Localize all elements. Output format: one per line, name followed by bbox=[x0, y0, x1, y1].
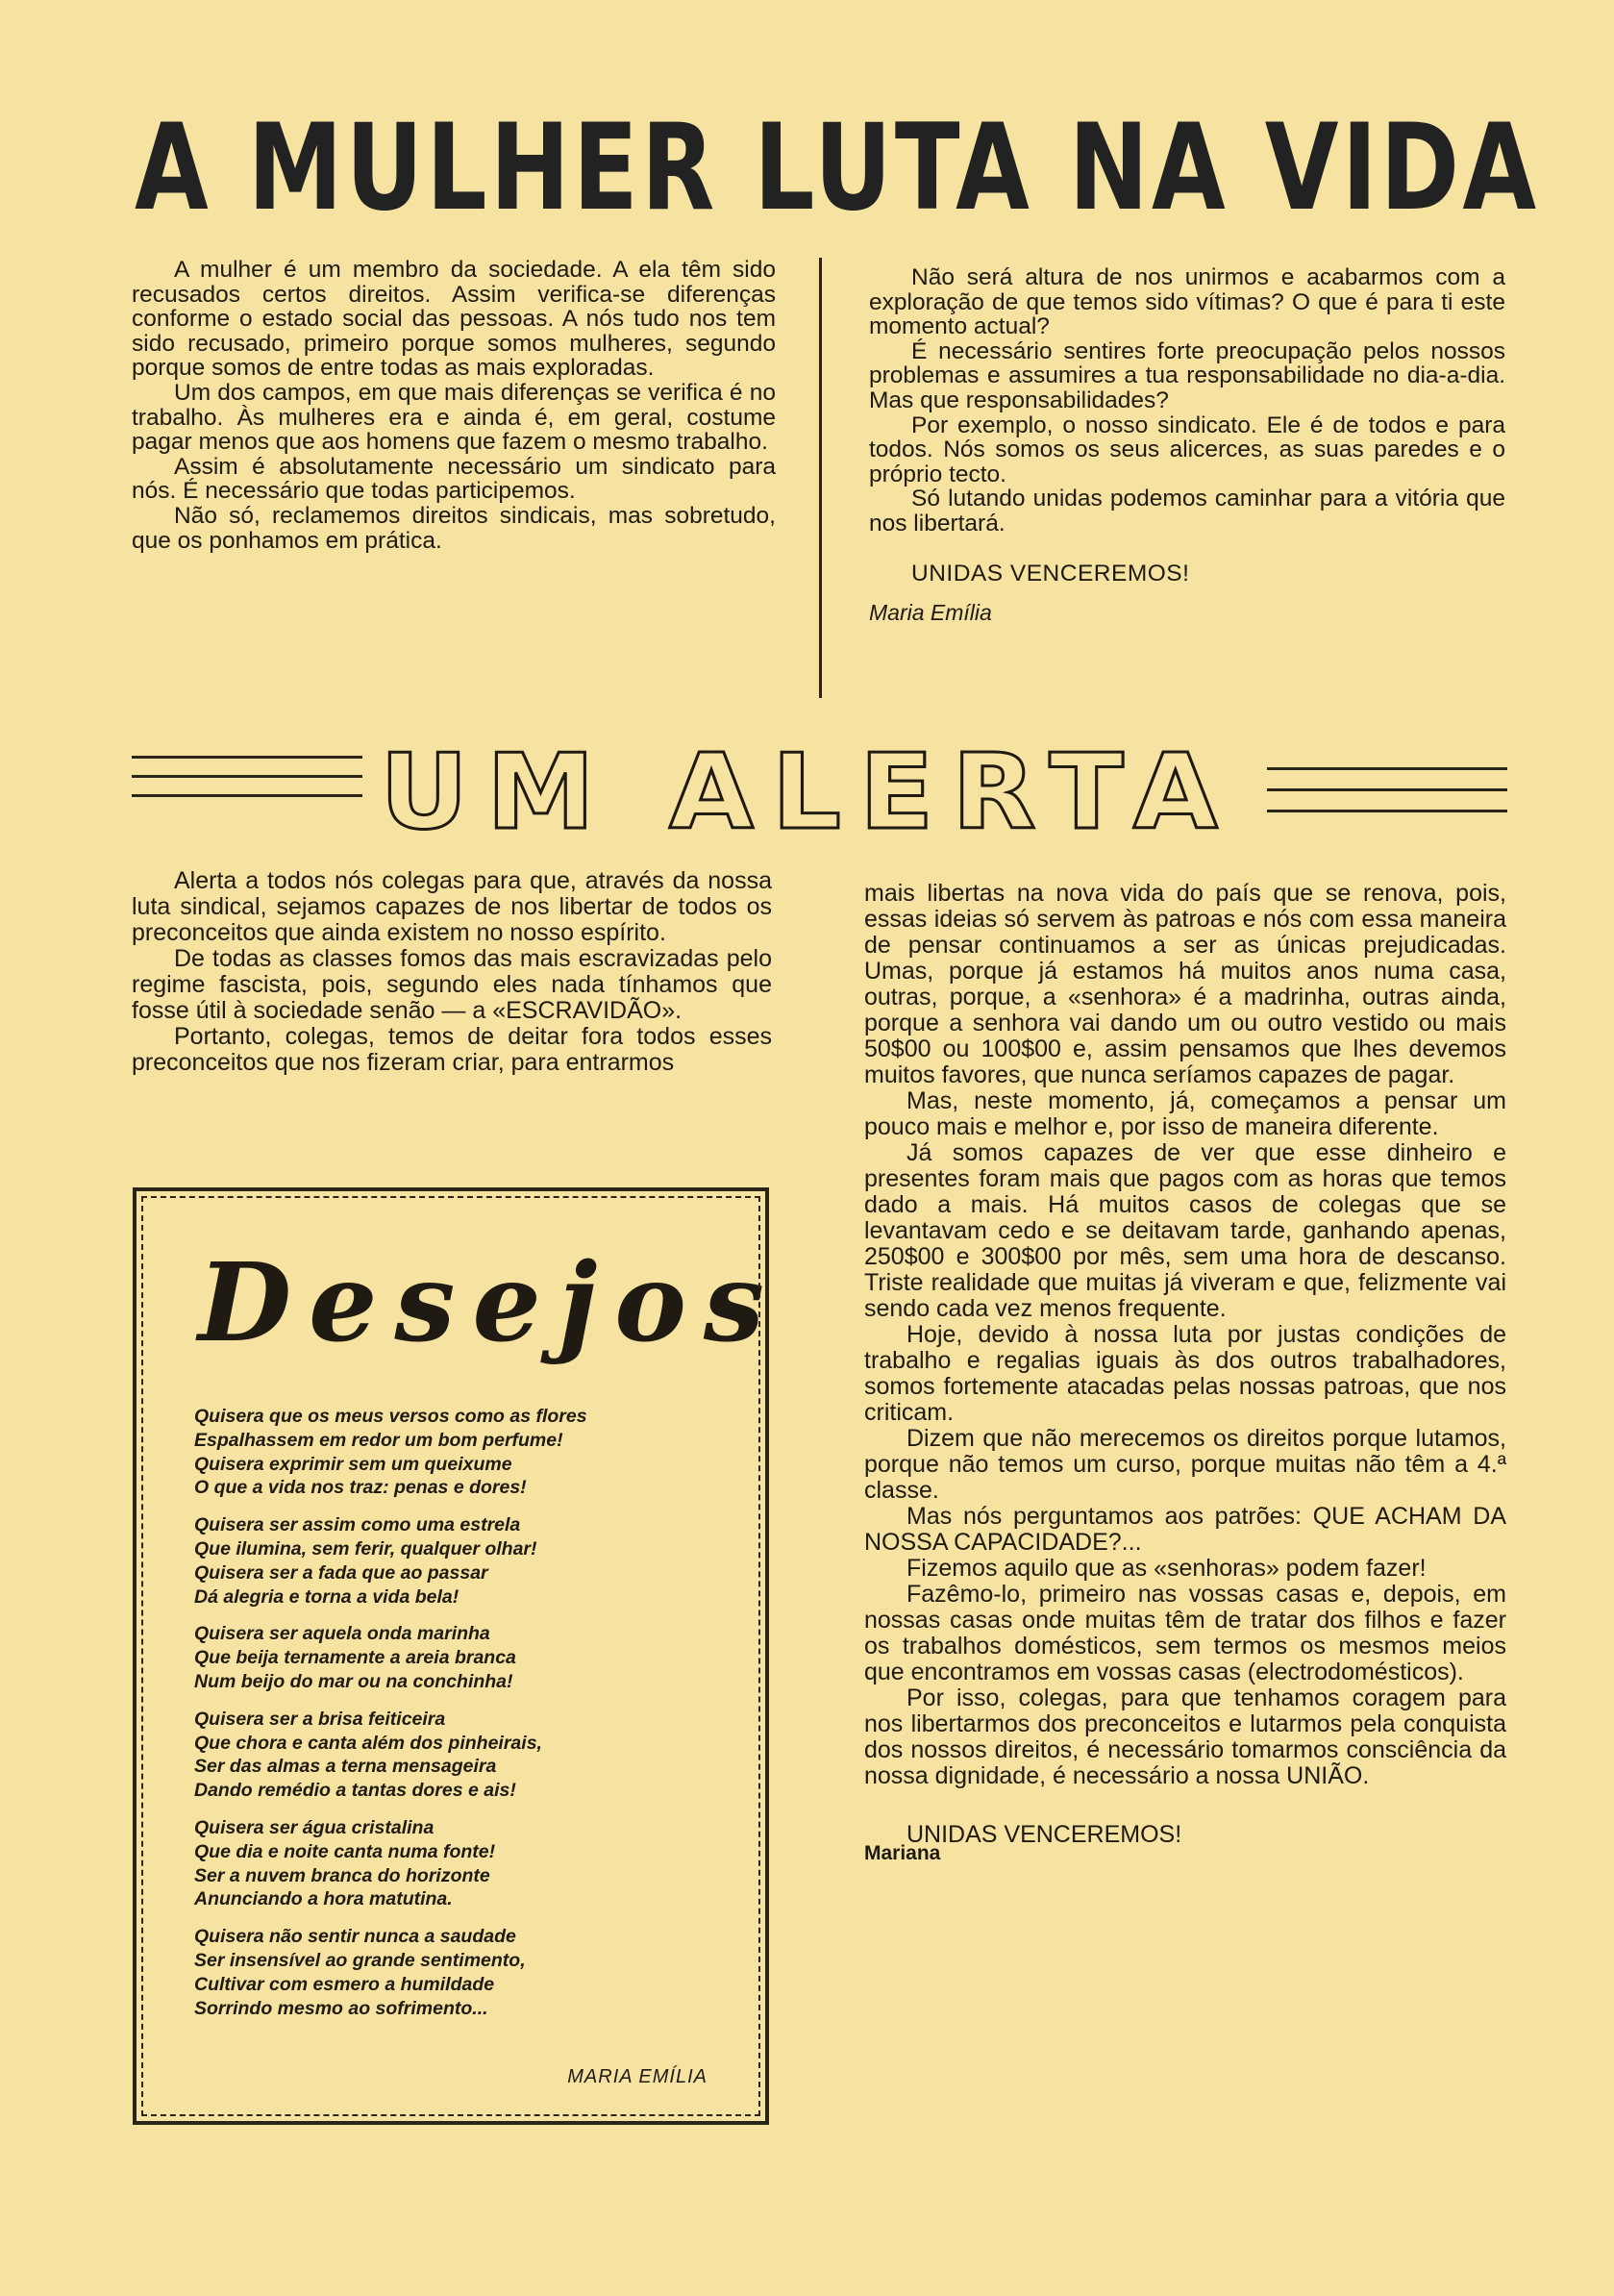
alert-paragraph: Mas nós perguntamos aos patrões: QUE ACHAM DA NOSSA CAPACIDADE?... bbox=[864, 1503, 1506, 1556]
alert-paragraph: Fazêmo-lo, primeiro nas vossas casas e, depois, em nossas casas onde muitas têm de tratar dos filhos e fazer os trabalhos domésticos, sem termos os mesmos meios que encontramos em vossas casas (electrodomésticos). bbox=[864, 1581, 1506, 1685]
poem-stanza bbox=[194, 1513, 733, 1609]
poem-verse: Que chora e canta além dos pinheirais, bbox=[194, 1732, 542, 1754]
alert-right-column bbox=[864, 881, 1506, 1866]
poem-verse: Quisera ser a fada que ao passar bbox=[194, 1561, 488, 1584]
title-rule bbox=[132, 794, 362, 797]
poem-verse: Dando remédio a tantas dores e ais! bbox=[194, 1780, 516, 1802]
title-rule bbox=[1267, 788, 1507, 791]
poem-box bbox=[133, 1187, 782, 2125]
title-rule bbox=[1267, 810, 1507, 812]
poem-verse: Ser a nuvem branca do horizonte bbox=[194, 1864, 490, 1886]
article-paragraph: Não só, reclamemos direitos sindicais, mas sobretudo, que os ponhamos em prática. bbox=[132, 502, 776, 554]
poem-verse: Espalhassem em redor um bom perfume! bbox=[194, 1429, 563, 1451]
poem-stanza bbox=[194, 1925, 733, 2020]
article-paragraph: É necessário sentires forte preocupação pelos nossos problemas e assumires a tua responsabilidade no dia-a-dia. Mas que responsabilidades? bbox=[869, 337, 1505, 413]
poem-verse: Anunciando a hora matutina. bbox=[194, 1888, 453, 1910]
article-signature: Maria Emília bbox=[869, 600, 992, 626]
article-paragraph: A mulher é um membro da sociedade. A ela têm sido recusados certos direitos. Assim verifica-se diferenças conforme o estado social das pessoas. A nós tudo nos tem sido recusado, primeiro porque somos mulheres, segundo porque somos de entre todas as mais exploradas. bbox=[132, 257, 776, 382]
alert-paragraph: Já somos capazes de ver que esse dinheiro e presentes foram mais que pagos com as horas que temos dado a mais. Há muitos casos de colegas que se levantavam cedo e se deitavam tarde, ganhando apenas, 250$00 e 300$00 por mês, sem uma hora de descanso. Triste realidade que muitas já viveram e que, felizmente vai sendo cada vez menos frequente. bbox=[864, 1139, 1506, 1322]
poem-verse: Que beija ternamente a areia branca bbox=[194, 1647, 516, 1669]
poem-verse: Sorrindo mesmo ao sofrimento... bbox=[194, 1997, 488, 2019]
alert-paragraph: Mas, neste momento, já, começamos a pensar um pouco mais e melhor e, por isso de maneira diferente. bbox=[864, 1087, 1506, 1140]
article-slogan: UNIDAS VENCEREMOS! bbox=[911, 560, 1190, 586]
poem-verse: Que ilumina, sem ferir, qualquer olhar! bbox=[194, 1537, 537, 1560]
alert-paragraph: De todas as classes fomos das mais escravizadas pelo regime fascista, pois, segundo eles nada tínhamos que fosse útil à sociedade senão — a «ESCRAVIDÃO». bbox=[132, 945, 772, 1024]
poem-verse: Ser insensível ao grande sentimento, bbox=[194, 1949, 526, 1971]
poem-stanza bbox=[194, 1622, 733, 1693]
alert-paragraph: Alerta a todos nós colegas para que, através da nossa luta sindical, sejamos capazes de nos libertar de todos os preconceitos que ainda existem no nosso espírito. bbox=[132, 867, 772, 946]
poem-verse: Quisera exprimir sem um queixume bbox=[194, 1453, 512, 1475]
alert-paragraph: Portanto, colegas, temos de deitar fora todos esses preconceitos que nos fizeram criar, para entrarmos bbox=[132, 1023, 772, 1076]
poem-verse: O que a vida nos traz: penas e dores! bbox=[194, 1477, 527, 1499]
alert-paragraph: Hoje, devido à nossa luta por justas condições de trabalho e regalias iguais às dos outros trabalhadores, somos fortemente atacadas pelas nossas patroas, que nos criticam. bbox=[864, 1321, 1506, 1426]
poem-verse: Cultivar com esmero a humildade bbox=[194, 1973, 495, 1995]
poem-verse: Quisera ser aquela onda marinha bbox=[194, 1623, 490, 1645]
alert-paragraph: mais libertas na nova vida do país que se renova, pois, essas ideias só servem às patroas e nós com essa maneira de pensar continuamos a ser as únicas prejudicadas. Umas, porque já estamos há muitos anos numa casa, outras, porque, a «senhora» é a madrinha, outras ainda, porque a senhora vai dando um ou outro vestido ou mais 50$00 ou 100$00 e, assim pensamos que lhes devemos muitos favores, que nunca seríamos capazes de pagar. bbox=[864, 880, 1506, 1088]
article-paragraph: Por exemplo, o nosso sindicato. Ele é de todos e para todos. Nós somos os seus alicerces, as suas paredes e o próprio tecto. bbox=[869, 412, 1505, 487]
alert-title: UM ALERTA bbox=[380, 733, 1236, 853]
alert-paragraph: Fizemos aquilo que as «senhoras» podem fazer! bbox=[906, 1555, 1427, 1582]
poem-stanza bbox=[194, 1708, 733, 1803]
poem-verse: Dá alegria e torna a vida bela! bbox=[194, 1585, 459, 1608]
title-rule bbox=[132, 775, 362, 778]
poem-verse: Num beijo do mar ou na conchinha! bbox=[194, 1670, 513, 1692]
title-rule bbox=[1267, 767, 1507, 770]
poem-title: Desejos bbox=[198, 1240, 782, 1366]
alert-left-column bbox=[132, 868, 772, 1076]
main-headline: A MULHER LUTA NA VIDA bbox=[135, 99, 1540, 237]
article-paragraph: Um dos campos, em que mais diferenças se verifica é no trabalho. Às mulheres era e ainda é, em geral, costume pagar menos que aos homens que fazem o mesmo trabalho. bbox=[132, 379, 776, 456]
article-right-column bbox=[869, 265, 1505, 626]
alert-paragraph: Por isso, colegas, para que tenhamos coragem para nos libertarmos dos preconceitos e lutarmos pela conquista dos nossos direitos, é necessário tomarmos consciência da nossa dignidade, é necessário a nossa UNIÃO. bbox=[864, 1685, 1506, 1789]
poem-verse: Quisera ser a brisa feiticeira bbox=[194, 1708, 446, 1730]
poem-stanza bbox=[194, 1816, 733, 1911]
article-left-column bbox=[132, 258, 776, 553]
poem-stanzas bbox=[194, 1405, 733, 2034]
poem-verse: Quisera ser assim como uma estrela bbox=[194, 1514, 521, 1536]
column-divider bbox=[819, 258, 822, 698]
article-paragraph: Assim é absolutamente necessário um sindicato para nós. É necessário que todas participemos. bbox=[132, 453, 776, 505]
poem-stanza bbox=[194, 1405, 733, 1500]
poem-author: MARIA EMÍLIA bbox=[567, 2066, 708, 2087]
poem-verse: Quisera não sentir nunca a saudade bbox=[194, 1926, 516, 1948]
title-rule bbox=[132, 756, 362, 759]
alert-signature: Mariana bbox=[864, 1842, 941, 1864]
article-paragraph: Não será altura de nos unirmos e acabarmos com a exploração de que temos sido vítimas? O que é para ti este momento actual? bbox=[869, 264, 1505, 340]
alert-paragraph: Dizem que não merecemos os direitos porque lutamos, porque não temos um curso, porque muitas não têm a 4.ª classe. bbox=[864, 1425, 1506, 1504]
poem-verse: Quisera que os meus versos como as flores bbox=[194, 1406, 587, 1427]
poem-verse: Que dia e noite canta numa fonte! bbox=[194, 1840, 496, 1862]
poem-verse: Ser das almas a terna mensageira bbox=[194, 1756, 497, 1778]
poem-verse: Quisera ser água cristalina bbox=[194, 1816, 435, 1838]
alert-slogan: UNIDAS VENCEREMOS! bbox=[906, 1821, 1182, 1848]
article-paragraph: Só lutando unidas podemos caminhar para a vitória que nos libertará. bbox=[869, 486, 1505, 537]
